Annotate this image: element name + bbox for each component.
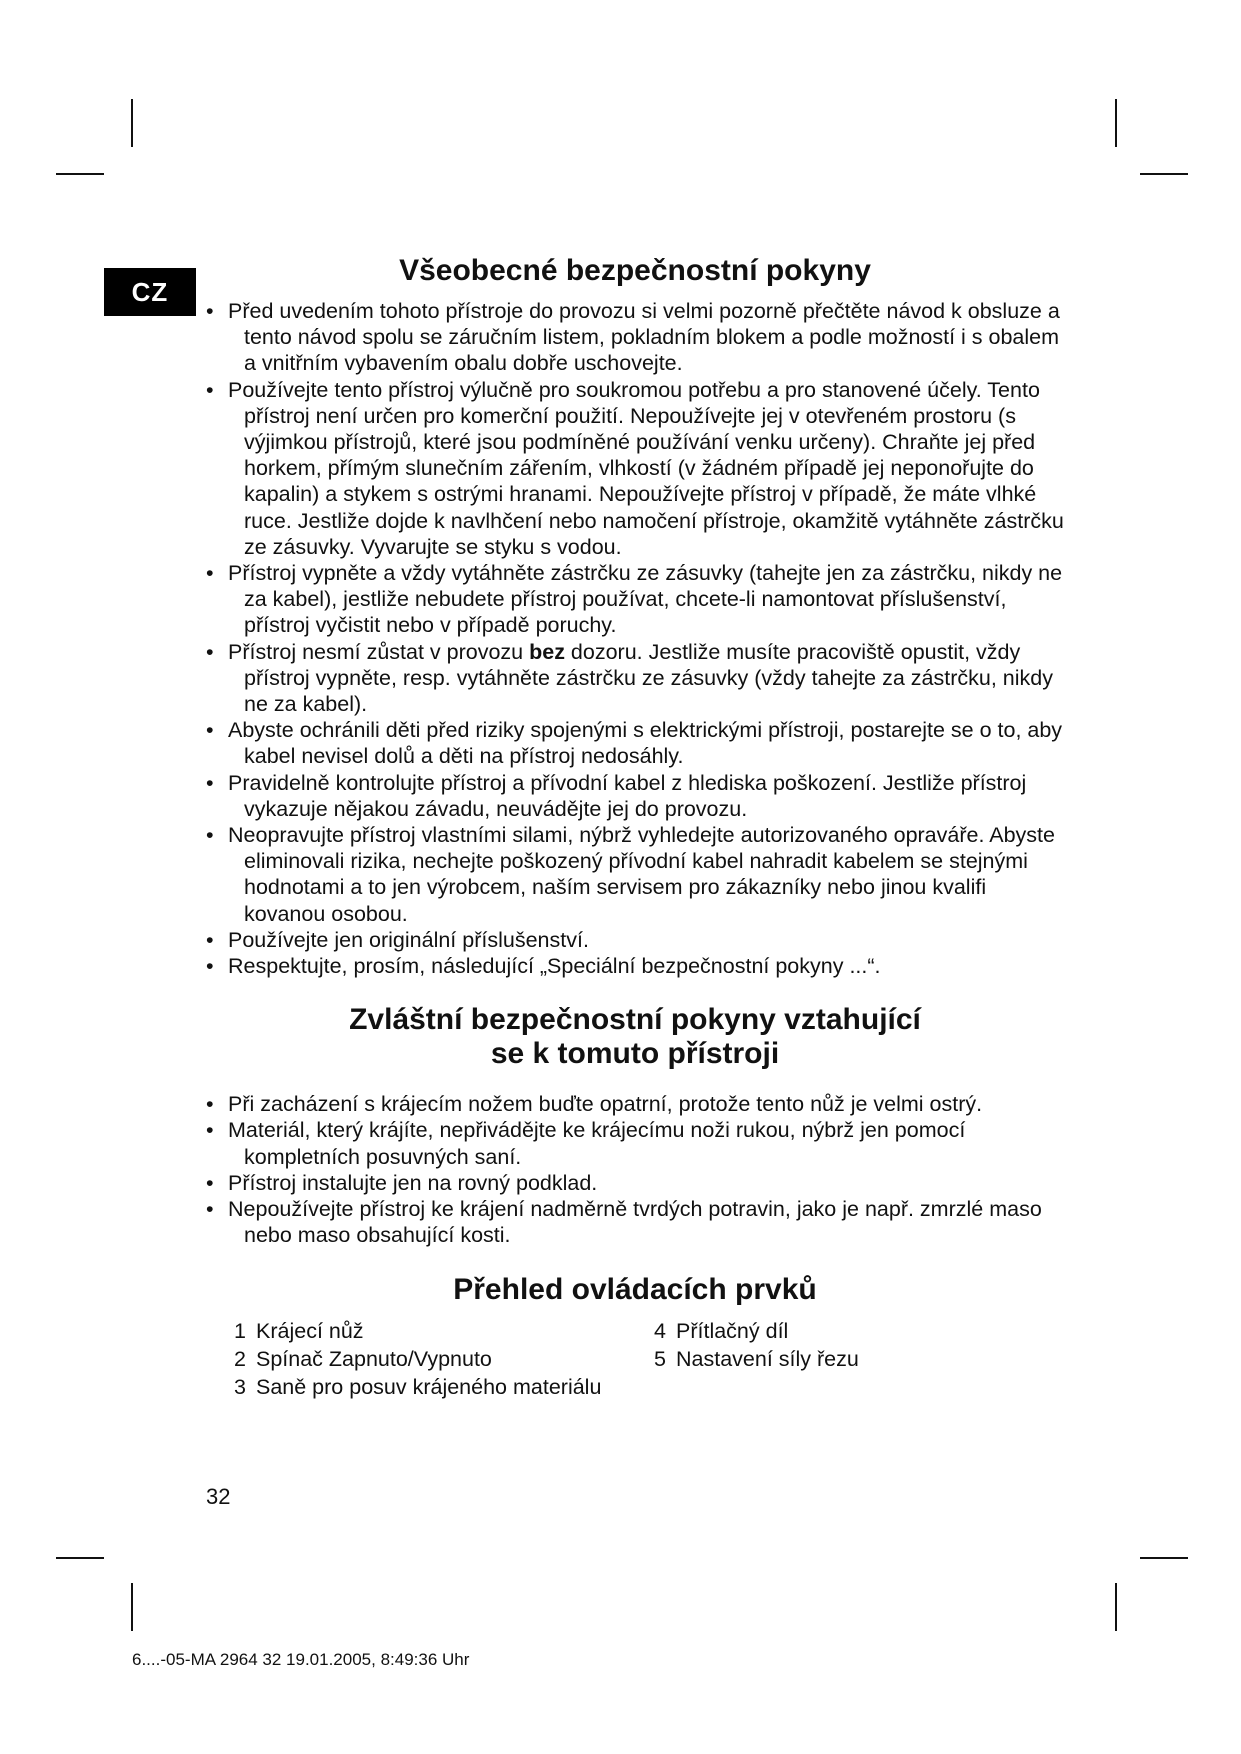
list-item: • Přístroj nesmí zůstat v provozu bez dozoru. Jestliže musíte pracoviště opustit, vždy přístroj vypněte, resp. vytáhněte zástrčku ze zásuvky (vždy tahejte za zástrčku, nikdy ne za kabel).: [204, 639, 1066, 718]
control-item: 5 Nastavení síly řezu: [654, 1346, 859, 1371]
list-item: • Používejte jen originální příslušenství.: [204, 927, 1066, 953]
controls-list: [234, 1317, 1066, 1401]
page-number: 32: [206, 1484, 231, 1509]
list-item: • Abyste ochránili děti před riziky spojenými s elektrickými přístroji, postarejte se o to, aby kabel nevisel dolů a děti na přístroj nedosáhly.: [204, 717, 1066, 769]
crop-mark: [131, 99, 133, 147]
page-content: [204, 254, 1066, 1401]
crop-mark: [1140, 1557, 1188, 1559]
emphasis-bez: bez: [529, 639, 565, 664]
general-safety-list: [204, 298, 1066, 979]
control-item: 3 Saně pro posuv krájeného materiálu: [234, 1374, 602, 1399]
control-item: 1 Krájecí nůž: [234, 1318, 364, 1343]
crop-mark: [1115, 99, 1117, 147]
control-item: 4 Přítlačný díl: [654, 1318, 789, 1343]
list-item: • Respektujte, prosím, následující „Speciální bezpečnostní pokyny ...“.: [204, 953, 1066, 979]
list-item: • Používejte tento přístroj výlučně pro soukromou potřebu a pro stanovené účely. Tento přístroj není určen pro komerční použití. Nepoužívejte jej v otevřeném prostoru (s výjimkou přístrojů, které jsou podmíněné používání venku určeny). Chraňte jej před horkem, přímým slunečním zářením, vlhkostí (v žádném případě jej neponořujte do kapalin) a stykem s ostrými hranami. Nepoužívejte přístroj v případě, že máte vlhké ruce. Jestliže dojde k navlhčení nebo namočení přístroje, okamžitě vytáhněte zástrčku ze zásuvky. Vyvarujte se styku s vodou.: [204, 377, 1066, 560]
crop-mark: [1140, 173, 1188, 175]
general-safety-heading: Všeobecné bezpečnostní pokyny: [399, 254, 871, 287]
controls-overview-heading: Přehled ovládacích prvků: [453, 1272, 817, 1306]
special-safety-heading: Zvláštní bezpečnostní pokyny vztahující se k tomuto přístroji: [349, 1003, 921, 1071]
list-item: • Přístroj instalujte jen na rovný podklad.: [204, 1170, 1066, 1196]
language-tab: CZ: [104, 268, 196, 316]
control-item: 2 Spínač Zapnuto/Vypnuto: [234, 1346, 492, 1371]
special-safety-list: [204, 1091, 1066, 1248]
crop-mark: [131, 1583, 133, 1631]
list-item: • Materiál, který krájíte, nepřivádějte ke krájecímu noži rukou, nýbrž jen pomocí kompletních posuvných saní.: [204, 1117, 1066, 1169]
list-item: • Pravidelně kontrolujte přístroj a přívodní kabel z hlediska poškození. Jestliže přístroj vykazuje nějakou závadu, neuvádějte jej do provozu.: [204, 770, 1066, 822]
list-item: • Přístroj vypněte a vždy vytáhněte zástrčku ze zásuvky (tahejte jen za zástrčku, nikdy ne za kabel), jestliže nebudete přístroj používat, chcete-li namontovat příslušenství, přístroj vyčistit nebo v případě poruchy.: [204, 560, 1066, 639]
list-item: • Neopravujte přístroj vlastními silami, nýbrž vyhledejte autorizovaného opraváře. Abyste eliminovali rizika, nechejte poškozený přívodní kabel nahradit kabelem se stejnými hodnotami a to jen výrobcem, naším servisem pro zákazníky nebo jinou kvalifi kovanou osobou.: [204, 822, 1066, 927]
crop-mark: [56, 173, 104, 175]
crop-mark: [56, 1557, 104, 1559]
list-item: • Při zacházení s krájecím nožem buďte opatrní, protože tento nůž je velmi ostrý.: [204, 1091, 1066, 1117]
list-item: • Před uvedením tohoto přístroje do provozu si velmi pozorně přečtěte návod k obsluze a tento návod spolu se záručním listem, pokladním blokem a podle možností i s obalem a vnitřním vybavením obalu dobře uschovejte.: [204, 298, 1066, 377]
print-footer: 6....-05-MA 2964 32 19.01.2005, 8:49:36 Uhr: [132, 1650, 470, 1669]
crop-mark: [1115, 1583, 1117, 1631]
list-item: • Nepoužívejte přístroj ke krájení nadměrně tvrdých potravin, jako je např. zmrzlé maso nebo maso obsahující kosti.: [204, 1196, 1066, 1248]
